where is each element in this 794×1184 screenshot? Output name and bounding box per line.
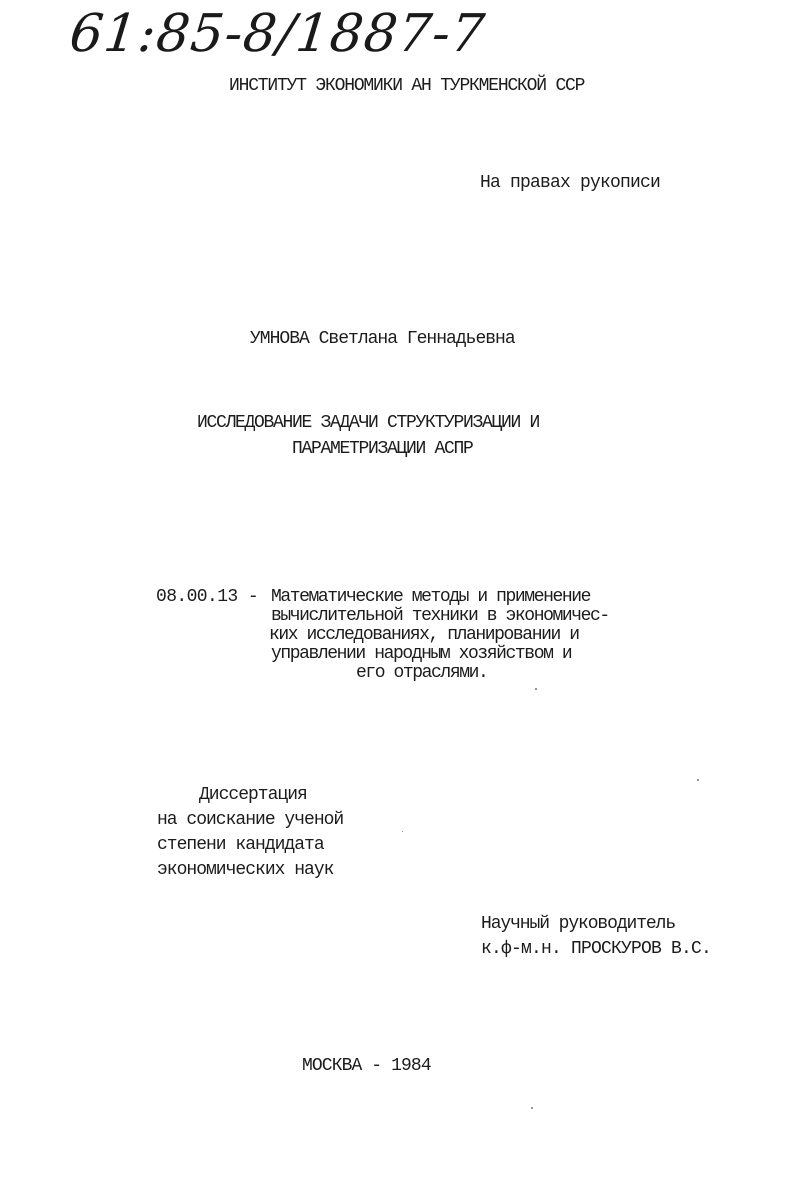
specialty-line: его отраслями.	[356, 663, 488, 683]
scan-speck	[535, 688, 537, 690]
scan-speck	[402, 831, 403, 832]
dissertation-degree	[157, 786, 343, 879]
specialty-line: вычислительной техники в экономичес-	[271, 606, 609, 626]
supervisor	[481, 915, 711, 958]
dissertation-title	[197, 414, 539, 458]
supervisor-line: Научный руководитель	[481, 914, 676, 934]
institute-name: ИНСТИТУТ ЭКОНОМИКИ АН ТУРКМЕНСКОЙ ССР	[229, 76, 585, 96]
degree-line: на соискание ученой	[157, 810, 344, 830]
title-line: ИССЛЕДОВАНИЕ ЗАДАЧИ СТРУКТУРИЗАЦИИ И	[197, 413, 540, 433]
degree-line: степени кандидата	[157, 835, 324, 855]
title-line: ПАРАМЕТРИЗАЦИИ АСПР	[292, 439, 473, 459]
place-year: МОСКВА - 1984	[302, 1056, 431, 1076]
specialty-line: Математические методы и применение	[271, 587, 590, 607]
degree-line: экономических наук	[157, 860, 334, 880]
rights-note: На правах рукописи	[480, 173, 661, 193]
scan-speck	[697, 779, 699, 781]
specialty-line: управлении народным хозяйством и	[271, 644, 572, 664]
author-name: УМНОВА Светлана Геннадьевна	[250, 329, 515, 349]
specialty-line: ких исследованиях, планировании и	[269, 625, 579, 645]
handwritten-code: 61:85-8/1887-7	[66, 4, 489, 64]
specialty-description	[271, 588, 609, 682]
specialty-code: 08.00.13 -	[156, 587, 259, 607]
degree-line: Диссертация	[199, 785, 307, 805]
scan-speck	[531, 1107, 533, 1109]
supervisor-line: к.ф-м.н. ПРОСКУРОВ В.С.	[481, 939, 712, 959]
